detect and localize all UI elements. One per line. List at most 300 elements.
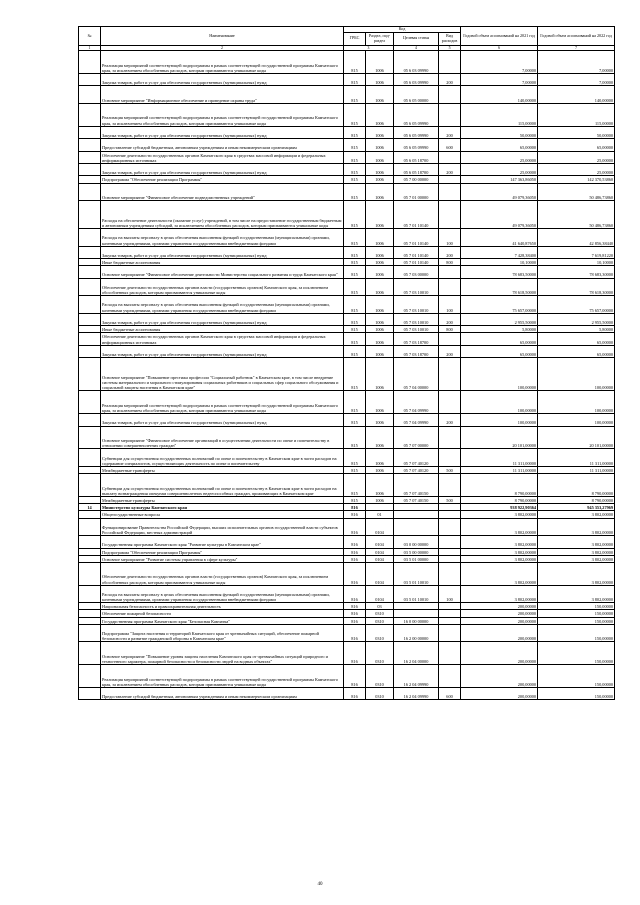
row-amount-2022: 2 955,50000: [538, 313, 615, 325]
row-razdel: 1006: [366, 176, 394, 183]
row-expense-type: [439, 333, 461, 345]
row-expense-type: 200: [439, 345, 461, 357]
row-name: Национальная безопасность и правоохранительная деятельность: [101, 603, 344, 610]
table-row: [79, 266, 615, 278]
row-grbs: 816: [344, 518, 366, 536]
row-razdel: 1006: [366, 201, 394, 229]
header-no: №: [79, 27, 101, 46]
row-grbs: 816: [344, 688, 366, 700]
row-expense-type: 200: [439, 246, 461, 258]
row-grbs: 815: [344, 313, 366, 325]
row-amount-2022: 50,00000: [538, 126, 615, 138]
row-amount-2021: 65,00000: [461, 333, 538, 345]
row-name: Закупка товаров, работ и услуг для обеспечения государственных (муниципальных) нужд: [101, 414, 344, 426]
row-grbs: 816: [344, 562, 366, 585]
row-expense-type: [439, 358, 461, 391]
row-target-article: 05 7 04 00000: [394, 358, 439, 391]
column-index: 5: [439, 45, 461, 50]
row-grbs: 815: [344, 183, 366, 201]
row-razdel: 0310: [366, 642, 394, 665]
header-name: Наименование: [101, 27, 344, 46]
row-expense-type: [439, 278, 461, 296]
row-expense-type: 500: [439, 467, 461, 474]
header-code: Код: [344, 27, 461, 33]
row-amount-2022: 150,00000: [538, 665, 615, 688]
row-razdel: 1006: [366, 229, 394, 247]
row-target-article: 05 7 04 09990: [394, 391, 439, 414]
row-expense-type: [439, 555, 461, 562]
row-amount-2021: 200,00000: [461, 603, 538, 610]
row-expense-type: [439, 610, 461, 617]
row-grbs: 815: [344, 139, 366, 151]
row-amount-2021: 3 802,00000: [461, 585, 538, 603]
row-number: [79, 555, 101, 562]
row-name: Закупка товаров, работ и услуг для обеспечения государственных (муниципальных) нужд: [101, 345, 344, 357]
row-grbs: 815: [344, 358, 366, 391]
row-amount-2021: 78 683,50000: [461, 266, 538, 278]
table-body: [79, 51, 615, 700]
row-amount-2021: 200,00000: [461, 642, 538, 665]
row-amount-2022: 3 802,00000: [538, 518, 615, 536]
row-target-article: 03 5 01 00000: [394, 555, 439, 562]
row-razdel: 1006: [366, 333, 394, 345]
row-number: [79, 176, 101, 183]
row-amount-2022: 150,00000: [538, 624, 615, 642]
row-amount-2021: 65,00000: [461, 345, 538, 357]
row-expense-type: [439, 426, 461, 449]
row-name: Предоставление субсидий бюджетным, автономным учреждениям и иным некоммерческим организациям: [101, 139, 344, 151]
row-name: Основное мероприятие "Финансовое обеспечение подведомственных учреждений": [101, 183, 344, 201]
budget-table: [78, 26, 615, 700]
row-amount-2021: 3 802,00000: [461, 548, 538, 555]
row-expense-type: 600: [439, 688, 461, 700]
row-amount-2021: 3 802,00000: [461, 555, 538, 562]
row-grbs: 815: [344, 426, 366, 449]
row-target-article: 05 7 01 10140: [394, 229, 439, 247]
row-grbs: 815: [344, 126, 366, 138]
row-name: Реализация мероприятий соответствующей подпрограммы в рамках соответствующей государственной программы Камчатского края, за исключением обособленных расходов, которым присваиваются уникальные коды: [101, 665, 344, 688]
table-row: [79, 103, 615, 126]
row-grbs: 816: [344, 504, 366, 511]
row-name: Межбюджетные трансферты: [101, 496, 344, 503]
row-amount-2022: 3 802,00000: [538, 585, 615, 603]
row-name: Закупка товаров, работ и услуг для обеспечения государственных (муниципальных) нужд: [101, 246, 344, 258]
row-target-article: 05 7 03 10010: [394, 313, 439, 325]
row-amount-2021: 75 657,00000: [461, 296, 538, 314]
row-amount-2022: 100,00000: [538, 358, 615, 391]
row-amount-2022: 7 619,81220: [538, 246, 615, 258]
table-row: [79, 176, 615, 183]
row-amount-2022: 100,00000: [538, 414, 615, 426]
row-amount-2021: 115,00000: [461, 103, 538, 126]
row-expense-type: [439, 266, 461, 278]
row-target-article: 05 7 03 10010: [394, 296, 439, 314]
row-grbs: 816: [344, 555, 366, 562]
row-number: [79, 617, 101, 624]
row-target-article: 05 7 03 18700: [394, 345, 439, 357]
row-name: Реализация мероприятий соответствующей подпрограммы в рамках соответствующей государственной программы Камчатского края, за исключением обособленных расходов, которым присваиваются уникальные коды: [101, 391, 344, 414]
row-expense-type: 800: [439, 259, 461, 266]
row-expense-type: 100: [439, 229, 461, 247]
row-number: [79, 518, 101, 536]
row-name: Обеспечение деятельности государственных органов власти (государственных органов) Камчатского края, за исключением обособленных расходов, которым присваиваются уникальные коды: [101, 278, 344, 296]
row-target-article: 03 5 00 00000: [394, 548, 439, 555]
row-number: [79, 610, 101, 617]
row-razdel: 1006: [366, 467, 394, 474]
row-amount-2022: 945 353,27969: [538, 504, 615, 511]
table-row: [79, 562, 615, 585]
header-csr: Целевая статья: [394, 32, 439, 45]
row-razdel: 1006: [366, 278, 394, 296]
row-number: [79, 358, 101, 391]
row-amount-2022: 150,00000: [538, 642, 615, 665]
table-row: [79, 414, 615, 426]
row-number: [79, 326, 101, 333]
row-razdel: 0104: [366, 585, 394, 603]
row-amount-2021: 3 802,00000: [461, 511, 538, 518]
table-row: [79, 278, 615, 296]
row-expense-type: [439, 603, 461, 610]
row-amount-2022: 115,00000: [538, 103, 615, 126]
row-expense-type: [439, 201, 461, 229]
row-razdel: 1006: [366, 183, 394, 201]
row-target-article: 05 7 01 10140: [394, 201, 439, 229]
table-row: [79, 391, 615, 414]
row-expense-type: [439, 103, 461, 126]
row-grbs: 816: [344, 536, 366, 548]
row-number: [79, 624, 101, 642]
row-name: Иные бюджетные ассигнования: [101, 259, 344, 266]
table-row: [79, 665, 615, 688]
row-amount-2022: 150,00000: [538, 603, 615, 610]
row-grbs: 815: [344, 229, 366, 247]
row-razdel: 1006: [366, 139, 394, 151]
row-grbs: 815: [344, 163, 366, 175]
row-razdel: 1006: [366, 496, 394, 503]
row-grbs: 815: [344, 86, 366, 104]
row-amount-2021: 7,00000: [461, 74, 538, 86]
row-amount-2022: 150,00000: [538, 610, 615, 617]
table-row: [79, 201, 615, 229]
row-expense-type: 200: [439, 126, 461, 138]
row-amount-2022: 11 311,00000: [538, 449, 615, 467]
row-razdel: 0104: [366, 562, 394, 585]
row-name: Закупка товаров, работ и услуг для обеспечения государственных (муниципальных) нужд: [101, 74, 344, 86]
row-grbs: 815: [344, 414, 366, 426]
row-razdel: 0310: [366, 617, 394, 624]
row-target-article: 05 7 07 40150: [394, 496, 439, 503]
row-number: [79, 536, 101, 548]
row-name: Основное мероприятие "Финансовое обеспечение организаций в осуществлении деятельности по опеке и попечительству в отношении совершеннолетних граждан": [101, 426, 344, 449]
row-target-article: 16 2 00 00000: [394, 624, 439, 642]
row-amount-2022: 78 618,30000: [538, 278, 615, 296]
row-razdel: 0104: [366, 518, 394, 536]
header-razdel: Раздел, под-раздел: [366, 32, 394, 45]
table-row: [79, 585, 615, 603]
row-target-article: 05 7 01 00000: [394, 183, 439, 201]
row-amount-2022: 3 802,00000: [538, 562, 615, 585]
table-row: [79, 345, 615, 357]
row-razdel: 1006: [366, 474, 394, 497]
row-expense-type: [439, 665, 461, 688]
header-2021: Годовой объем ассигнований на 2021 год: [461, 27, 538, 46]
row-expense-type: [439, 391, 461, 414]
row-name: Реализация мероприятий соответствующей подпрограммы в рамках соответствующей государственной программы Камчатского края, за исключением обособленных расходов, которым присваиваются уникальные коды: [101, 51, 344, 74]
table-row: [79, 511, 615, 518]
table-row: [79, 496, 615, 503]
row-number: [79, 642, 101, 665]
row-grbs: 815: [344, 74, 366, 86]
row-target-article: 05 7 07 40120: [394, 449, 439, 467]
row-name: Реализация мероприятий соответствующей подпрограммы в рамках соответствующей государственной программы Камчатского края, за исключением обособленных расходов, которым присваиваются уникальные коды: [101, 103, 344, 126]
row-grbs: 815: [344, 345, 366, 357]
table-row: [79, 229, 615, 247]
row-name: Основное мероприятие "Финансовое обеспечение деятельности Министерства социального развития и труда Камчатского края": [101, 266, 344, 278]
row-expense-type: 200: [439, 74, 461, 86]
row-number: [79, 414, 101, 426]
row-grbs: 815: [344, 278, 366, 296]
column-index: 3: [344, 45, 394, 50]
row-amount-2021: 147 363,86050: [461, 176, 538, 183]
row-amount-2021: 49 079,36050: [461, 183, 538, 201]
row-amount-2021: 3 802,00000: [461, 562, 538, 585]
row-number: [79, 278, 101, 296]
row-amount-2021: 10,10000: [461, 259, 538, 266]
row-target-article: 05 6 05 09990: [394, 126, 439, 138]
table-row: [79, 333, 615, 345]
row-razdel: 1006: [366, 86, 394, 104]
column-index: 2: [101, 45, 344, 50]
row-name: Субвенции для осуществления государственных полномочий по опеке и попечительству в Камчатском крае в части расходов на содержание специалистов, осуществляющих деятельность по опеке и попечительству: [101, 449, 344, 467]
row-expense-type: [439, 518, 461, 536]
column-index: 6: [461, 45, 538, 50]
row-number: [79, 103, 101, 126]
table-row: [79, 313, 615, 325]
row-target-article: 05 6 03 09990: [394, 51, 439, 74]
row-number: [79, 603, 101, 610]
row-grbs: 815: [344, 333, 366, 345]
row-grbs: 816: [344, 665, 366, 688]
row-razdel: 1006: [366, 426, 394, 449]
row-expense-type: [439, 642, 461, 665]
row-amount-2022: 150,00000: [538, 617, 615, 624]
row-name: Закупка товаров, работ и услуг для обеспечения государственных (муниципальных) нужд: [101, 313, 344, 325]
row-grbs: 815: [344, 259, 366, 266]
row-razdel: 1006: [366, 266, 394, 278]
row-name: Основное мероприятие "Повышение уровня защиты населения Камчатского края от чрезвычайных ситуаций природного и техногенного характера, пожарной безопасности и безопасности людей на водных объектах": [101, 642, 344, 665]
row-amount-2022: 3 802,00000: [538, 548, 615, 555]
row-amount-2022: 100,00000: [538, 391, 615, 414]
row-razdel: 1006: [366, 345, 394, 357]
row-target-article: 05 7 03 18700: [394, 333, 439, 345]
row-grbs: 815: [344, 467, 366, 474]
row-razdel: 01: [366, 511, 394, 518]
row-target-article: 16 2 04 09990: [394, 688, 439, 700]
row-amount-2022: 11 311,00000: [538, 467, 615, 474]
row-razdel: 0104: [366, 536, 394, 548]
row-target-article: 05 7 07 00000: [394, 426, 439, 449]
row-target-article: 05 6 05 18700: [394, 151, 439, 163]
row-number: [79, 562, 101, 585]
table-row: [79, 86, 615, 104]
row-number: [79, 266, 101, 278]
row-grbs: 815: [344, 296, 366, 314]
table-row: [79, 358, 615, 391]
table-row: [79, 326, 615, 333]
row-name: Межбюджетные трансферты: [101, 467, 344, 474]
row-amount-2022: 7,00000: [538, 51, 615, 74]
table-row: [79, 555, 615, 562]
row-number: [79, 229, 101, 247]
row-amount-2021: 20 101,00000: [461, 426, 538, 449]
row-amount-2021: 11 311,00000: [461, 449, 538, 467]
row-grbs: 815: [344, 51, 366, 74]
row-number: [79, 548, 101, 555]
row-razdel: 1006: [366, 103, 394, 126]
table-row: [79, 259, 615, 266]
row-razdel: 0310: [366, 665, 394, 688]
row-amount-2022: 10,10000: [538, 259, 615, 266]
table-row: [79, 536, 615, 548]
row-amount-2022: 75 657,00000: [538, 296, 615, 314]
table-row: [79, 603, 615, 610]
row-name: Основное мероприятие "Повышение престижа профессии "Социальный работник" в Камчатском крае, в том числе внедрение системы материального и морального стимулирования социальных работников и социальных сфер социального обслуживания и социальной защиты населения в Камчатском крае": [101, 358, 344, 391]
row-razdel: 1006: [366, 126, 394, 138]
row-target-article: 03 5 01 10010: [394, 585, 439, 603]
row-amount-2021: 200,00000: [461, 665, 538, 688]
row-expense-type: [439, 504, 461, 511]
row-expense-type: [439, 449, 461, 467]
table-row: [79, 474, 615, 497]
row-grbs: 815: [344, 474, 366, 497]
table-row: [79, 624, 615, 642]
row-amount-2022: 8 790,00000: [538, 474, 615, 497]
row-number: [79, 585, 101, 603]
row-razdel: 1006: [366, 296, 394, 314]
row-target-article: 05 7 00 00000: [394, 176, 439, 183]
row-number: [79, 151, 101, 163]
header-grbs: ГРБС: [344, 32, 366, 45]
header-vr: Вид расходов: [439, 32, 461, 45]
row-expense-type: [439, 176, 461, 183]
row-amount-2022: 25,00000: [538, 151, 615, 163]
table-row: [79, 126, 615, 138]
row-grbs: 816: [344, 548, 366, 555]
row-razdel: 1006: [366, 259, 394, 266]
row-target-article: 05 7 03 00000: [394, 266, 439, 278]
row-grbs: 816: [344, 511, 366, 518]
row-target-article: [394, 511, 439, 518]
row-grbs: 816: [344, 585, 366, 603]
row-target-article: [394, 603, 439, 610]
table-row: [79, 610, 615, 617]
table-row: [79, 151, 615, 163]
row-amount-2021: 200,00000: [461, 688, 538, 700]
row-razdel: 0310: [366, 610, 394, 617]
row-number: [79, 183, 101, 201]
row-grbs: 816: [344, 642, 366, 665]
row-expense-type: [439, 51, 461, 74]
row-grbs: 815: [344, 103, 366, 126]
row-number: [79, 688, 101, 700]
row-razdel: 0310: [366, 624, 394, 642]
row-amount-2022: 42 856,38440: [538, 229, 615, 247]
row-amount-2021: 11 311,00000: [461, 467, 538, 474]
row-grbs: 815: [344, 496, 366, 503]
row-number: [79, 163, 101, 175]
table-row: [79, 467, 615, 474]
table-row: [79, 617, 615, 624]
row-name: Государственная программа Камчатского края "Развитие культуры в Камчатском крае": [101, 536, 344, 548]
row-grbs: 815: [344, 246, 366, 258]
row-target-article: 05 7 01 10140: [394, 259, 439, 266]
row-name: Закупка товаров, работ и услуг для обеспечения государственных (муниципальных) нужд: [101, 163, 344, 175]
row-expense-type: 500: [439, 496, 461, 503]
row-target-article: 05 7 03 10010: [394, 278, 439, 296]
row-razdel: 1006: [366, 449, 394, 467]
row-number: [79, 391, 101, 414]
row-name: Обеспечение пожарной безопасности: [101, 610, 344, 617]
row-amount-2021: 938 922,90364: [461, 504, 538, 511]
row-target-article: 16 2 04 09990: [394, 665, 439, 688]
table-row: [79, 642, 615, 665]
row-expense-type: [439, 183, 461, 201]
row-target-article: 05 7 04 09990: [394, 414, 439, 426]
row-grbs: 815: [344, 391, 366, 414]
row-grbs: 816: [344, 617, 366, 624]
row-target-article: 05 7 01 10140: [394, 246, 439, 258]
row-number: [79, 86, 101, 104]
row-expense-type: 600: [439, 139, 461, 151]
row-target-article: [394, 610, 439, 617]
row-amount-2021: 3 802,00000: [461, 536, 538, 548]
row-amount-2021: 2 955,50000: [461, 313, 538, 325]
row-amount-2021: 5,80000: [461, 326, 538, 333]
row-amount-2022: 150,00000: [538, 688, 615, 700]
row-target-article: 16 0 00 00000: [394, 617, 439, 624]
table-row: [79, 688, 615, 700]
row-name: Расходы на выплаты персоналу в целях обеспечения выполнения функций государственными (муниципальными) органами, казенными учреждениями, органами управления государственными внебюджетными фондами: [101, 296, 344, 314]
row-number: 14: [79, 504, 101, 511]
row-number: [79, 51, 101, 74]
row-amount-2022: 3 802,00000: [538, 536, 615, 548]
row-number: [79, 296, 101, 314]
row-grbs: 815: [344, 176, 366, 183]
row-name: Основное мероприятие "Информационное обеспечение и проведение охраны труда": [101, 86, 344, 104]
row-grbs: 816: [344, 624, 366, 642]
row-name: Обеспечение деятельности государственных органов Камчатского края в средствах массовой информации и федеральных информационных источниках: [101, 151, 344, 163]
page-number: 40: [317, 882, 323, 887]
table-row: [79, 296, 615, 314]
row-razdel: 0310: [366, 688, 394, 700]
row-target-article: 05 7 03 10010: [394, 326, 439, 333]
row-amount-2022: 65,00000: [538, 333, 615, 345]
row-target-article: 05 6 05 09990: [394, 139, 439, 151]
row-number: [79, 74, 101, 86]
row-name: Министерство культуры Камчатского края: [101, 504, 344, 511]
row-name: Функционирование Правительства Российской Федерации, высших исполнительных органов государственной власти субъектов Российской Федерации, местных администраций: [101, 518, 344, 536]
row-razdel: 1006: [366, 74, 394, 86]
row-target-article: 05 6 05 09990: [394, 103, 439, 126]
table-row: [79, 504, 615, 511]
row-amount-2022: 78 683,30000: [538, 266, 615, 278]
row-name: Подпрограмма "Защита населения и территорий Камчатского края от чрезвычайных ситуаций, обеспечение пожарной безопасности и развитие гражданской обороны в Камчатском крае": [101, 624, 344, 642]
column-index: 7: [538, 45, 615, 50]
row-razdel: 0104: [366, 548, 394, 555]
table-row: [79, 426, 615, 449]
row-amount-2021: 65,00000: [461, 139, 538, 151]
row-grbs: 816: [344, 610, 366, 617]
